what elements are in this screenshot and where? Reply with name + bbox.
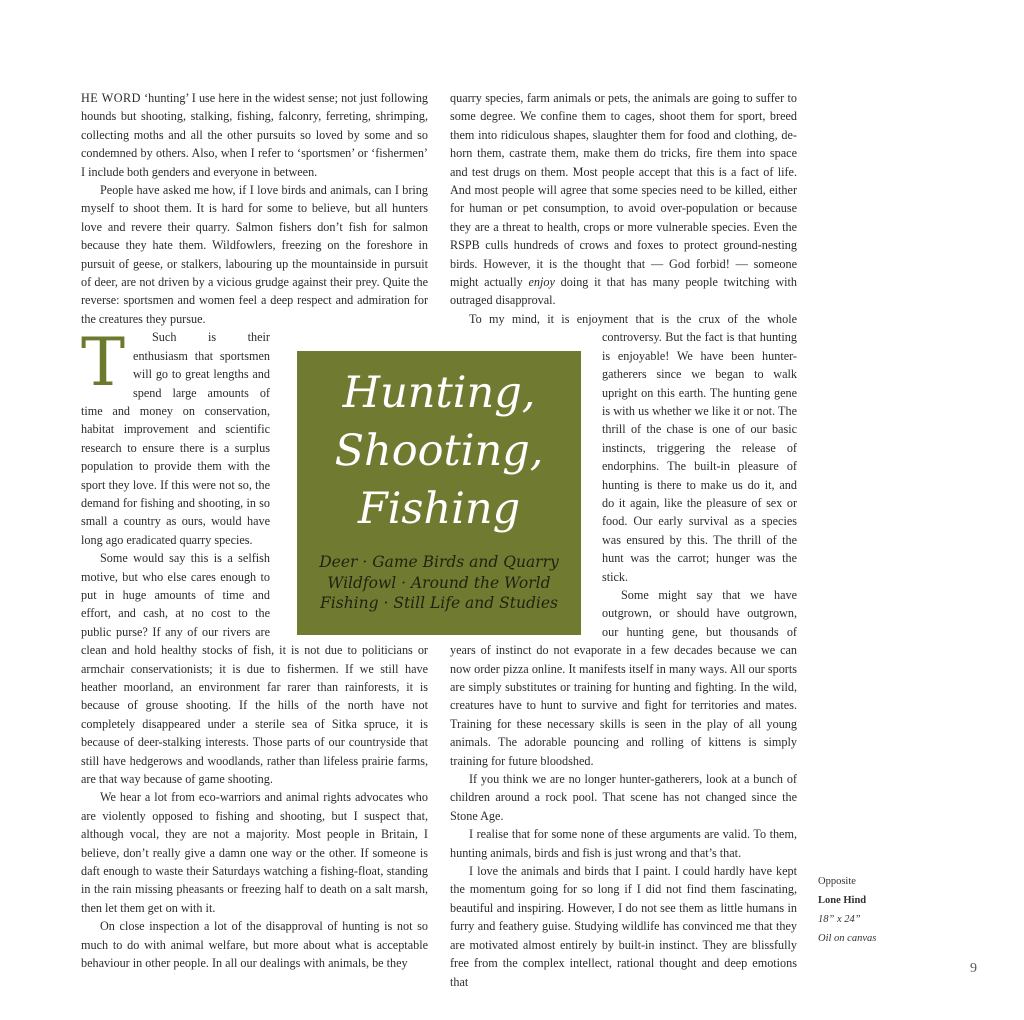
title-line: Shooting,	[334, 426, 544, 476]
caption-medium: Oil on canvas	[818, 933, 877, 944]
paragraph: If you think we are no longer hunter-gatherers, look at a bunch of children around a rock pool. That scene has not changed since the Stone Age.	[450, 772, 797, 823]
paragraph: Such is their enthusiasm that sportsmen will go to great lengths and spend large amounts of time and money on conservation, habitat improvement and scientific research to ensure there is a surplus population to provide them with the sport they love. If this were not so, the demand for fishing and shooting, in so small a country as ours, would have long ago eradicated quarry species.	[81, 330, 270, 547]
paragraph: Some would say this is a selfish motive, but who else cares enough to put in huge amounts of time and effort, and cash, at no cost to the public purse? If any of our rivers are clean and hold healthy stocks of fish, it is not due to politicians or armchair conservationists; it is due to fishermen. If we still have heather moorland, an environment far rarer than rainforests, it is because of grouse shooting. If the hills of the north have not completely disappeared under a sterile sea of Sitka spruce, it is because of deer-stalking interests. Those parts of our countryside that still have hedgerows and woodlands, rather than lifeless prairie farms, are that way because of game shooting.	[81, 551, 428, 787]
lead-in: HE WORD	[81, 91, 141, 105]
paragraph: To my mind, it is enjoyment that is the crux of the whole controversy. But the fact is that hunting is enjoyable! We have been hunter-gatherers since we began to walk upright on this earth. The hunting gene is with us whether we like it or not. The thrill of the chase is one of our basic instincts, triggering the release of endorphins. The built-in pleasure of hunting is there to make us do it, and do it again, like the pleasure of sex or food. Our early survival as a species was ensured by this. The thrill of the hunt was the carrot; hunger was the stick.	[469, 311, 797, 584]
caption-title: Lone Hind	[818, 895, 867, 906]
paragraph: Some might say that we have outgrown, or should have outgrown, our hunting gene, but thousands of years of instinct do not evaporate in a few decades because we can now order pizza online. It manifests itself in many ways. All our sports are simply substitutes or training for hunting and fighting. In the wild, creatures have to hunt to survive and fight for territories and mates. Training for these necessary skills is seen in the play of all young animals. The adorable pouncing and rolling of kittens is simply training for future bloodshed.	[450, 587, 797, 768]
subtitle-line: Fishing · Still Life and Studies	[320, 594, 558, 612]
emphasis: enjoy	[528, 275, 555, 290]
paragraph-text: quarry species, farm animals or pets, the animals are going to suffer to some degree. We confine them to cages, shoot them for sport, breed them into ridiculous shapes, slaughter them for food and clothing, de-horn them, castrate them, make them do tricks, fire them into space and test drugs on them. Most people accept that this is a fact of life. And most people will agree that some species need to be killed, either for human or pet consumption, to avoid over-population or because they are a threat to health, crops or more vulnerable species. Even the RSPB culls hundreds of crows and foxes to protect ground-nesting birds. However, it is the thought that — God forbid! — someone might actually	[450, 91, 797, 290]
paragraph	[450, 89, 797, 310]
page-number: 9	[970, 961, 977, 976]
title-box	[297, 351, 581, 635]
paragraph: People have asked me how, if I love birds and animals, can I bring myself to shoot them. It is hard for some to believe, but all hunters love and revere their quarry. Salmon fishers don’t fish for salmon because they hate them. Wildfowlers, freezing on the foreshore in pursuit of geese, or stalkers, labouring up the mountainside in pursuit of deer, are not driven by a vicious grudge against their prey. Quite the reverse: sportsmen and women feel a deep respect and admiration for the creatures they pursue.	[81, 183, 428, 326]
paragraph: I love the animals and birds that I paint. I could hardly have kept the momentum going for so long if I did not find them fascinating, beautiful and inspiring. However, I do not see them as little humans in furry and feathery guise. Studying wildlife has convinced me that they are motivated almost entirely by built-in instinct. They are blissfully free from the complex intellect, rational thought and deep emotions that	[450, 864, 797, 989]
image-caption	[818, 872, 876, 948]
subtitle-line: Deer · Game Birds and Quarry	[319, 553, 559, 571]
paragraph: On close inspection a lot of the disapproval of hunting is not so much to do with animal welfare, but more about what is acceptable behaviour in other people. In all our dealings with animals, be they	[81, 919, 428, 971]
subtitle-line: Wildfowl · Around the World	[327, 573, 551, 592]
title-line: Fishing	[357, 484, 521, 534]
caption-size: 18” x 24”	[818, 914, 861, 925]
paragraph: I realise that for some none of these arguments are valid. To them, hunting animals, birds and fish is just wrong and that’s that.	[450, 827, 797, 860]
paragraph-text: ‘hunting’ I use here in the widest sense; not just following hounds but shooting, stalking, fishing, falconry, ferreting, shrimping, collecting moths and all the other pursuits so loved by some and so condemned by others. Also, when I refer to ‘sportsmen’ or ‘fishermen’ I include both genders and everyone in between.	[81, 91, 429, 179]
paragraph-text: doing it that has many people twitching with outraged disapproval.	[450, 275, 798, 308]
caption-label: Opposite	[818, 876, 856, 887]
paragraph: We hear a lot from eco-warriors and animal rights advocates who are violently opposed to fishing and shooting, but I suspect that, although vocal, they are not a majority. Most people in Britain, I believe, don’t really give a damn one way or the other. If someone is daft enough to waste their Saturdays watching a fishing-float, standing in the rain missing pheasants or freezing half to death on a salt marsh, then let them get on with it.	[81, 790, 428, 915]
title-line: Hunting,	[342, 368, 536, 418]
chapter-subtitle	[297, 552, 581, 614]
drop-cap: T	[81, 324, 126, 401]
chapter-title	[297, 364, 581, 538]
